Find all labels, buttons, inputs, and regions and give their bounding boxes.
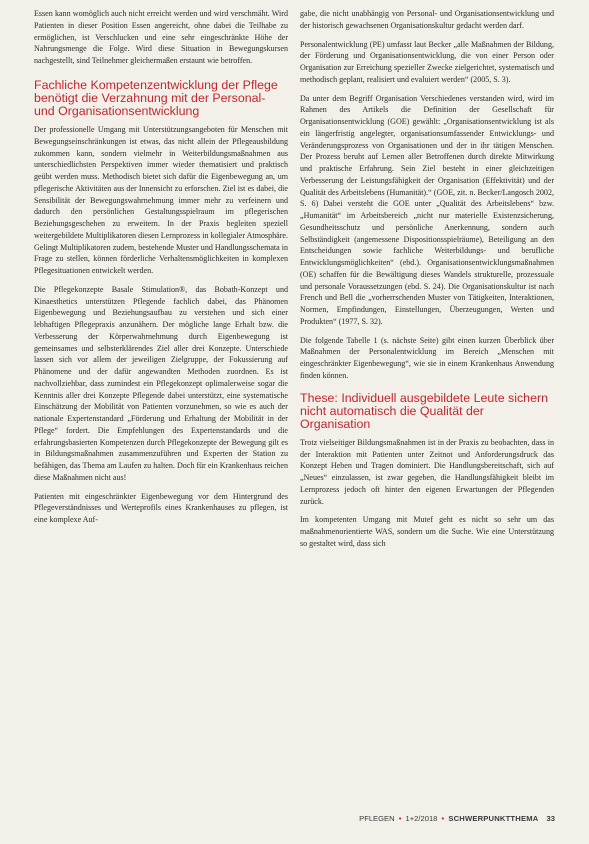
paragraph: Die Pflegekonzepte Basale Stimulation®, das Bobath-Konzept und Kinaesthetics unterstützen Pflegende fachlich dabei, das Phänomen Eigenbewegung und Beziehungsaufbau zu verstehen und sich einer lebhaftigen Pflegepraxis anzunähern. Der mögliche lange Erhalt bzw. die Verbesserung der Körperwahrnehmung durch Eigenbewegung ist gemeinsames und selbsterklärendes Ziel aller drei Konzepte. Unterschiede lassen sich vor allem der jeweiligen Zielgruppe, der Fokussierung auf Phänomene und der dafür angewandten Methoden zuordnen. Es ist nachvollziehbar, dass zumindest ein Pflegekonzept oplimalerweise sogar die Kenntnis aller drei Konzepte Pflegende dabei unterstützt, eine systematische Einschätzung der Mobilität von Patienten vorzunehmen, so wie es auch der nationale Expertenstandard „Förderung und Erhaltung der Mobilität in der Pflege“ fordert. Die Empfehlungen des Expertenstandards und die erfahrungsbasierten Kompetenzen durch Pflegekonzepte der Bewegung gilt es in Bildungsmaßnahmen zusammenzuführen und Experten der Station zu befähigen, das Thema am Laufen zu halten. Doch für ein Krankenhaus reichen diese Maßnahmen nicht aus! (34, 284, 288, 482)
paragraph: Personalentwicklung (PE) umfasst laut Becker „alle Maßnahmen der Bildung, der Förderung und Organisationsentwicklung, die von einer Person oder Organisation zur Erreichung spezieller Zwecke zielgerichtet, systematisch und methodisch geplant, realisiert und evaluiert werden“ (2005, S. 3). (300, 39, 554, 84)
magazine-name: PFLEGEN (359, 814, 395, 823)
page-number: 33 (546, 814, 555, 823)
paragraph: Patienten mit eingeschränkter Eigenbewegung vor dem Hintergrund des Pflegeverständnisses und Werteprofils eines Krankenhauses zu pflegen, ist eine komplexe Auf- (34, 491, 288, 525)
page-footer (300, 814, 555, 824)
paragraph: Trotz vielseitiger Bildungsmaßnahmen ist in der Praxis zu beobachten, dass in der Interaktion mit Patienten unter Zeitnot und Anforderungsdruck das Konzept Heben und Tragen dominiert. Die Handlungsbereitschaft, sich auf „Neues“ einzulassen, ist zwar gegeben, die Handlungsfähigkeit bleibt im Lernprozess jedoch oft hinter den eigenen Erwartungen der Pflegenden zurück. (300, 437, 554, 506)
section-heading: Fachliche Kompetenzentwicklung der Pflege benötigt die Verzahnung mit der Personal- und Organisationsentwicklung (34, 77, 278, 118)
issue-number: 1+2/2018 (405, 814, 438, 823)
paragraph: Der professionelle Umgang mit Unterstützungsangeboten für Menschen mit Bewegungseinschränkungen ist etwas, das nicht allein der Pflegeausbildung zukommen kann, sondern vielmehr in Weiterbildungsmaßnahmen aus unterschiedlichsten Perspektiven immer wieder thematisiert und praktisch geübt werden muss. Methodisch bietet sich dafür die Eigenbewegung an, um pflegerische Aktivitäten aus der Innensicht zu erforschen. Ziel ist es dabei, die Sensibilität der Bewegungswahrnehmung immer mehr zu verfeinern und dadurch den persönlichen Gestaltungsspielraum im pflegerischen Beziehungsgeschehen zu erweitern. In der Praxis begleiten speziell weitergebildete Multiplikatoren diesen Lernprozess in kollegialer Atmosphäre. Gelingt Multiplikatoren zudem, bestehende Muster und Handlungsschemata in Frage zu stellen, können förderliche Verhaltensmöglichkeiten in komplexen Pflegesituationen entwickelt werden. (34, 125, 288, 276)
left-column (34, 8, 288, 533)
paragraph: Die folgende Tabelle 1 (s. nächste Seite) gibt einen kurzen Überblick über Maßnahmen der Personalentwicklung im Bereich „Menschen mit eingeschränkter Eigenbewegung“, wie sie in einem Krankenhaus Anwendung finden können. (300, 335, 554, 380)
section-rubric: SCHWERPUNKTTHEMA (448, 814, 539, 823)
footer-separator: • (398, 814, 402, 823)
paragraph: Da unter dem Begriff Organisation Verschiedenes verstanden wird, wird im Rahmen des Artikels die Definition der Gesellschaft für Organisationsentwicklung (GOE) gewählt: „Organisationsentwicklung ist als ein längerfristig angelegter, organisationsumfassender Entwicklungs- und Veränderungsprozess von Organisationen und der in ihr tätigen Menschen. Der Prozess beruht auf Lernen aller Betroffenen durch direkte Mitwirkung und praktische Erfahrung. Sein Ziel besteht in einer gleichzeitigen Verbesserung der Leistungsfähigkeit der Organisation (Effektivität) und der Qualität des Arbeitslebens (Humanität).“ (GOE, zit. n. Becker/Langosch 2002, S. 6) Dabei versteht die GOE unter „Qualität des Arbeitslebens“ bzw. „Humanität“ im Arbeitsbereich „nicht nur materielle Existenzsicherung, Gesundheitsschutz und persönliche Anerkennung, sondern auch Selbständigkeit (angemessene Dispositionsspielräume), Beteiligung an den Entscheidungen sowie fachliche Weiterbildungs- und berufliche Entwicklungsmöglichkeiten“ (ebd.). Organisationsentwicklungsmaßnahmen (OE) schaffen für die Bewältigung dieses Wandels strukturelle, prozessuale und personale Voraussetzungen (ebd. S. 24). Die Organisationskultur ist nach French und Bell die „vorherrschenden Muster von Tätigkeiten, Interaktionen, Normen, Empfindungen, Einstellungen, Überzeugungen, Werten und Produkten“ (1977, S. 32). (300, 93, 554, 326)
paragraph: Im kompetenten Umgang mit Mutef geht es nicht so sehr um das maßnahmenorientierte WAS, sondern um die Suche. Wie eine Unterstützung so gestaltet wird, dass sich (300, 515, 554, 548)
paragraph: Essen kann womöglich auch nicht erreicht werden und wird verschmäht. Wird Patienten in dieser Position Essen angereicht, ohne dabei die Teilhabe zu ermöglichen, ist Verschlucken und eine sehr eingeschränkte Höhe der Nahrungsmenge die Folge. Wird diese Situation in Bewegungskursen nachgestellt, sind Teilnehmer gleichermaßen erstaunt wie betroffen. (34, 9, 288, 65)
footer-separator: • (441, 814, 445, 823)
right-column (300, 8, 554, 557)
section-heading: These: Individuell ausgebildete Leute sichern nicht automatisch die Qualität der Organisation (300, 390, 548, 431)
paragraph: gabe, die nicht unabhängig von Personal- und Organisationsentwicklung und der historisch gewachsenen Organisationskultur gedacht werden darf. (300, 9, 554, 30)
